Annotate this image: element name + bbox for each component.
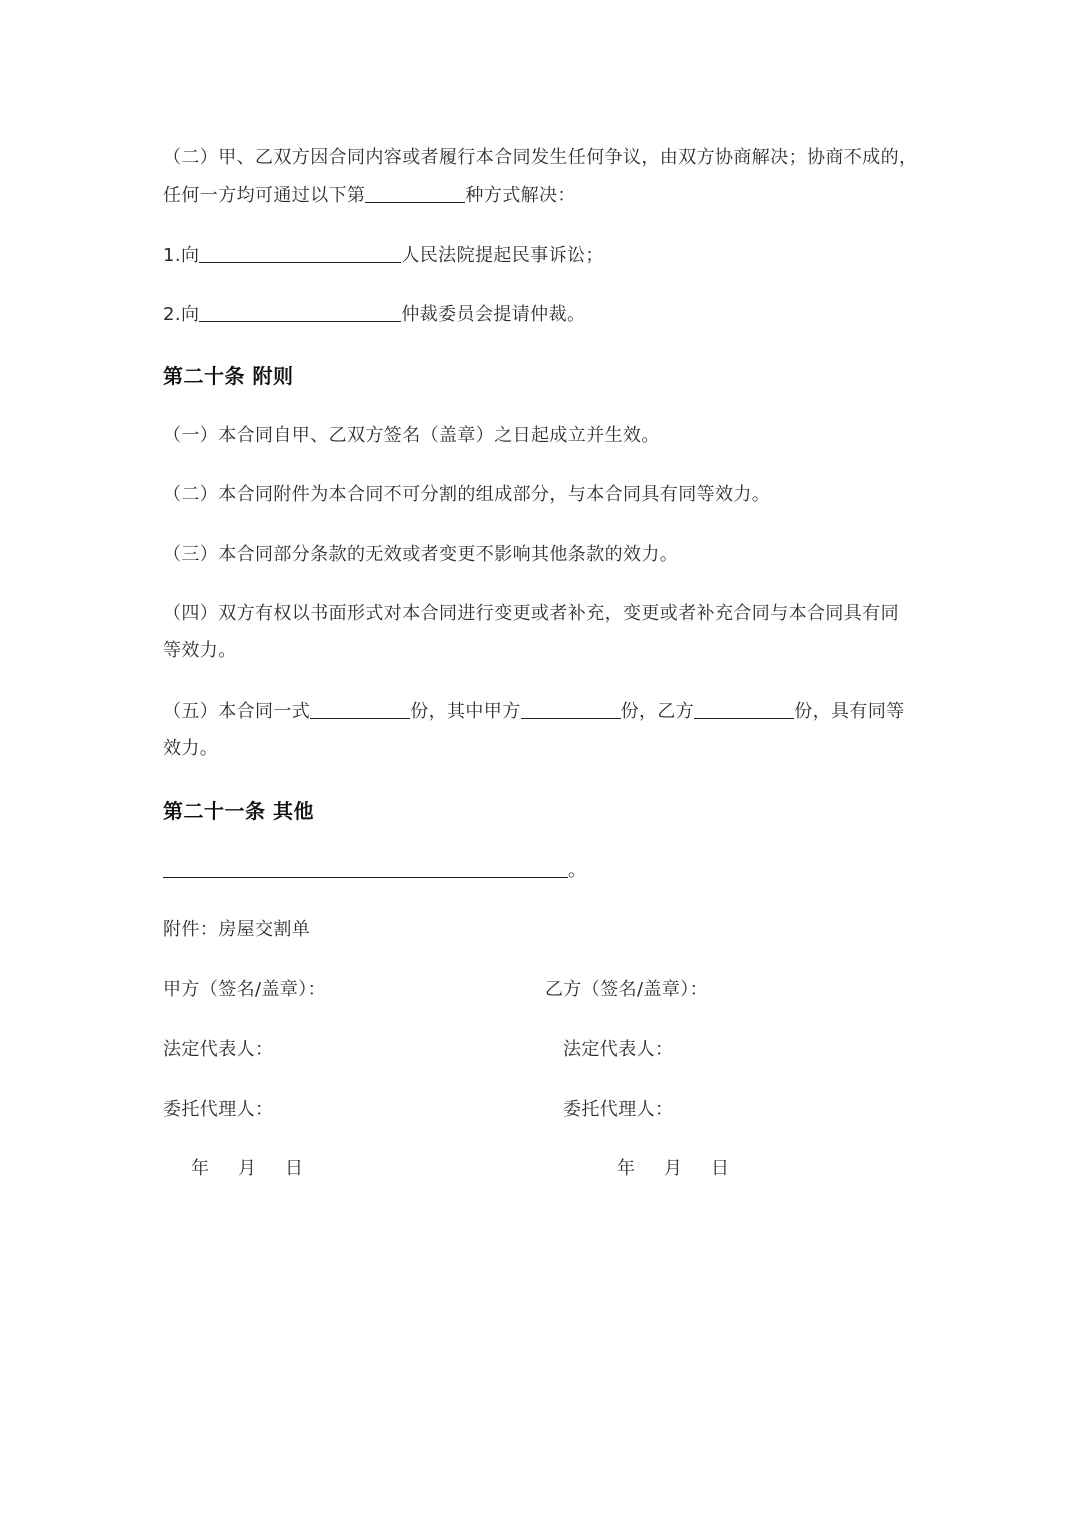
dispute-clause-line1: （二）甲、乙双方因合同内容或者履行本合同发生任何争议，由双方协商解决；协商不成的， <box>163 147 918 168</box>
section-20-clause-4-line1: （四）双方有权以书面形式对本合同进行变更或者补充，变更或者补充合同与本合同具有同 <box>163 603 899 624</box>
party-a-year-label: 年 <box>191 1158 210 1179</box>
party-b-year-label: 年 <box>617 1158 636 1179</box>
copies-text-a: （五）本合同一式 <box>163 701 311 722</box>
party-a-copies-blank[interactable] <box>521 698 621 719</box>
party-a-day-label: 日 <box>285 1158 304 1179</box>
attachment-line: 附件：房屋交割单 <box>163 919 311 940</box>
party-a-agent-label: 委托代理人： <box>163 1099 274 1120</box>
party-b-day-label: 日 <box>711 1158 730 1179</box>
option-court <box>163 237 604 274</box>
section-20-clause-5-line2: 效力。 <box>163 738 219 759</box>
option-arbitration-prefix: 2.向 <box>163 304 200 325</box>
party-a-signature-label: 甲方（签名/盖章）： <box>163 979 327 1000</box>
party-b-month-label: 月 <box>664 1158 683 1179</box>
copies-text-d: 份，具有同等 <box>794 701 905 722</box>
option-court-suffix: 人民法院提起民事诉讼； <box>401 245 604 266</box>
dispute-clause-line2 <box>163 177 576 214</box>
section-20-clause-1: （一）本合同自甲、乙双方签名（盖章）之日起成立并生效。 <box>163 425 660 446</box>
option-arbitration <box>163 296 585 333</box>
arbitration-name-blank[interactable] <box>199 301 401 322</box>
court-name-blank[interactable] <box>199 242 401 263</box>
section-20-clause-3: （三）本合同部分条款的无效或者变更不影响其他条款的效力。 <box>163 544 679 565</box>
section-20-clause-4-line2: 等效力。 <box>163 640 237 661</box>
option-court-prefix: 1.向 <box>163 245 200 266</box>
party-a-month-label: 月 <box>238 1158 257 1179</box>
method-number-blank[interactable] <box>365 182 465 203</box>
party-b-copies-blank[interactable] <box>694 698 794 719</box>
section-21-heading: 第二十一条 其他 <box>163 799 314 823</box>
party-a-legal-rep-label: 法定代表人： <box>163 1039 274 1060</box>
copies-text-b: 份，其中甲方 <box>410 701 521 722</box>
other-terms-blank[interactable] <box>163 857 568 878</box>
total-copies-blank[interactable] <box>310 698 410 719</box>
copies-text-c: 份，乙方 <box>620 701 695 722</box>
other-terms-line <box>163 852 586 889</box>
option-arbitration-suffix: 仲裁委员会提请仲裁。 <box>401 304 586 325</box>
party-b-signature-label: 乙方（签名/盖章）： <box>545 979 709 1000</box>
party-b-date <box>617 1150 758 1187</box>
dispute-clause-text-end: 种方式解决： <box>465 185 576 206</box>
party-b-legal-rep-label: 法定代表人： <box>563 1039 674 1060</box>
party-a-date <box>191 1150 332 1187</box>
section-20-clause-5 <box>163 693 905 730</box>
section-20-clause-2: （二）本合同附件为本合同不可分割的组成部分，与本合同具有同等效力。 <box>163 484 771 505</box>
dispute-clause-text: 任何一方均可通过以下第 <box>163 185 366 206</box>
party-b-agent-label: 委托代理人： <box>563 1099 674 1120</box>
other-terms-end-mark: 。 <box>568 860 587 881</box>
section-20-heading: 第二十条 附则 <box>163 364 294 388</box>
